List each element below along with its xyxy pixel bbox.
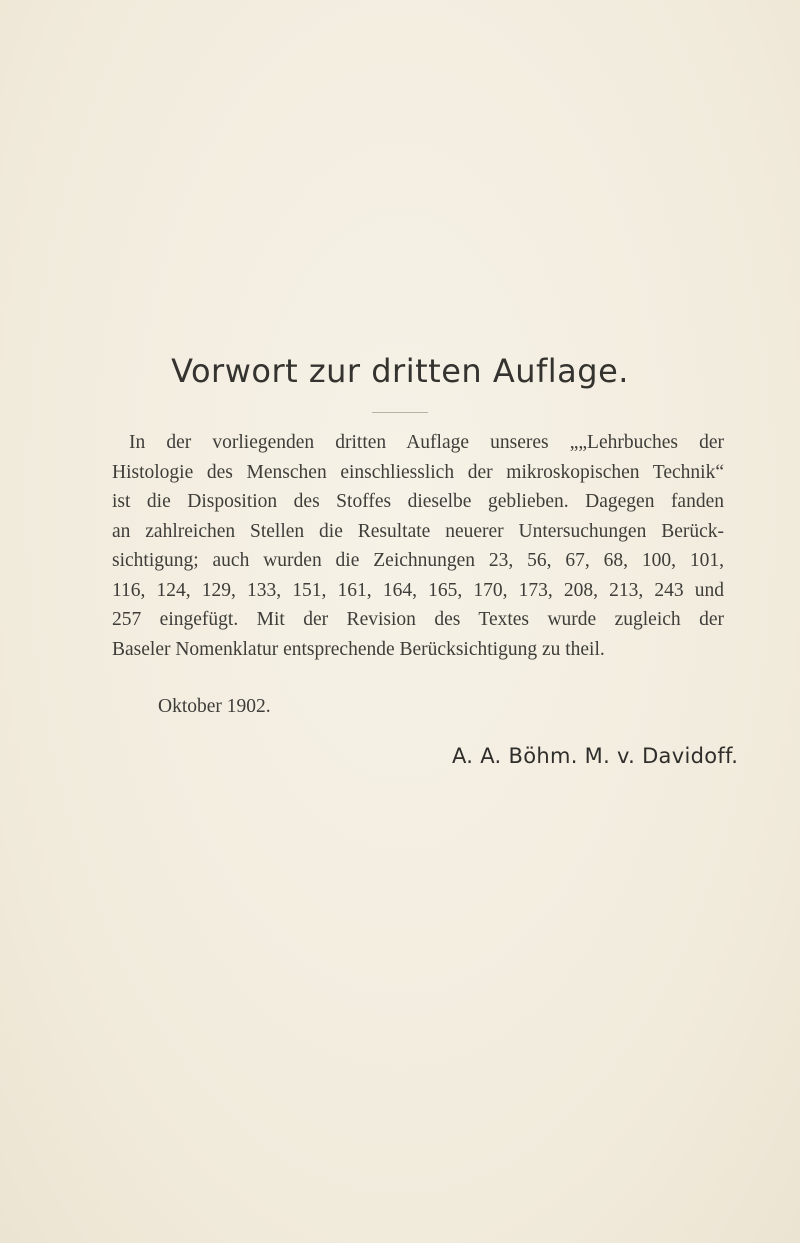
- paragraph-line: Histologie des Menschen einschliesslich der mikroskopischen Technik“: [112, 461, 724, 483]
- paragraph-line: 257 eingefügt. Mit der Revision des Textes wurde zugleich der: [112, 609, 724, 630]
- preface-paragraph: [112, 428, 724, 664]
- paragraph-line: ist die Disposition des Stoffes dieselbe geblieben. Dagegen fanden: [112, 491, 724, 512]
- author-signature: A. A. Böhm. M. v. Davidoff.: [452, 744, 739, 768]
- title-divider: [372, 412, 428, 413]
- paragraph-line: sichtigung; auch wurden die Zeichnungen 23, 56, 67, 68, 100, 101,: [112, 550, 724, 571]
- paragraph-line: an zahlreichen Stellen die Resultate neuerer Untersuchungen Berück-: [112, 520, 724, 542]
- paragraph-line: In der vorliegenden dritten Auflage unseres „„Lehrbuches der: [129, 432, 724, 453]
- paragraph-line: Baseler Nomenklatur entsprechende Berücksichtigung zu theil.: [112, 638, 605, 660]
- paragraph-line: 116, 124, 129, 133, 151, 161, 164, 165, 170, 173, 208, 213, 243 und: [112, 579, 724, 601]
- date-line: Oktober 1902.: [158, 696, 271, 717]
- page-title: Vorwort zur dritten Auflage.: [171, 352, 629, 390]
